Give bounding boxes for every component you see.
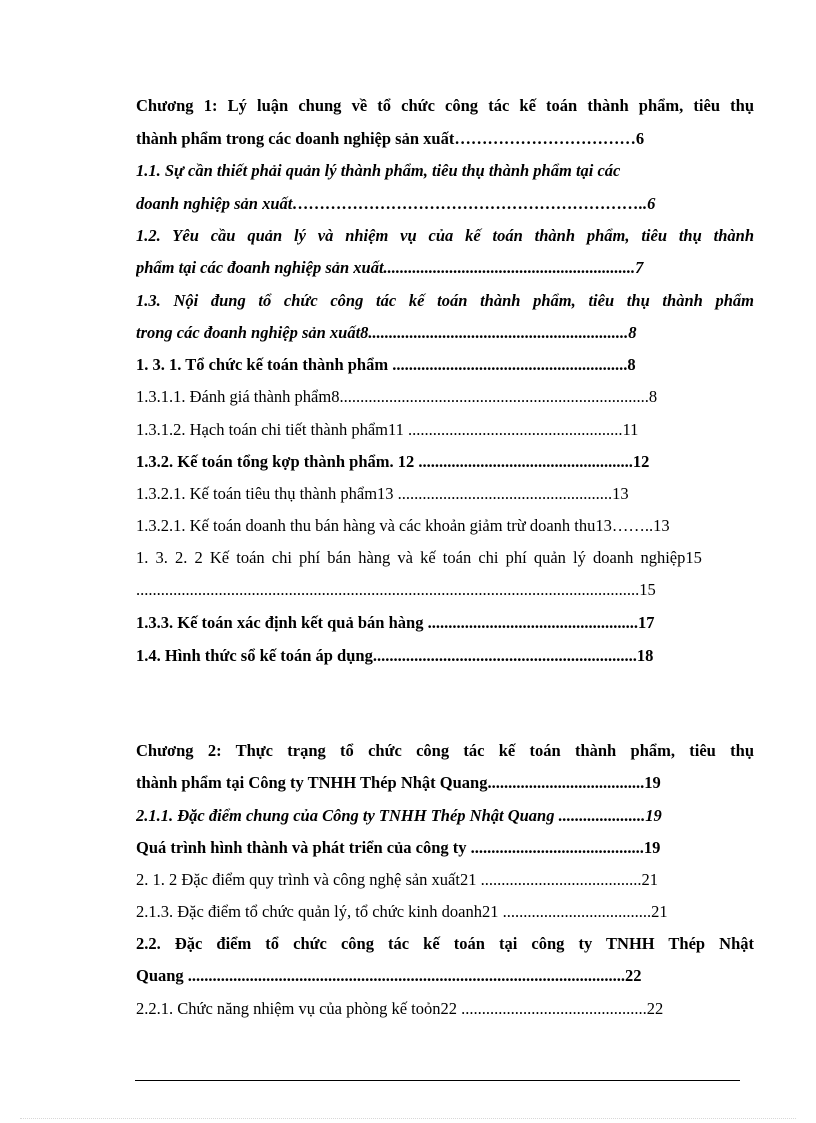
toc-1-2-line-2: phẩm tại các đoanh nghiệp sản xuất.............................................................7 [136, 258, 644, 277]
toc-chapter-1-line-1: Chương 1: Lý luận chung về tổ chức công tác kế toán thành phẩm, tiêu thụ [136, 96, 754, 115]
toc-chapter-2-line-1: Chương 2: Thực trạng tổ chức công tác kế toán thành phẩm, tiêu thụ [136, 741, 754, 760]
toc-1-3-line-1: 1.3. Nội đung tổ chức công tác kế toán thành phẩm, tiêu thụ thành phẩm [136, 291, 754, 310]
toc-2-2-line-1: 2.2. Đặc điểm tổ chức công tác kế toán tại công ty TNHH Thép Nhật [136, 934, 754, 953]
toc-1-1-line-1: 1.1. Sự cần thiết phải quản lý thành phẩm, tiêu thụ thành phẩm tại các [136, 161, 621, 180]
toc-1-3-1: 1. 3. 1. Tổ chức kế toán thành phẩm .........................................................8 [136, 355, 636, 374]
toc-1-3-2-1-a: 1.3.2.1. Kế toán tiêu thụ thành phẩm13 ....................................................13 [136, 484, 629, 503]
toc-company-history: Quá trình hình thành và phát triển của công ty ..........................................19 [136, 838, 661, 857]
page-bottom-dotted-border [20, 1118, 796, 1119]
toc-1-3-2-1-b: 1.3.2.1. Kế toán doanh thu bán hàng và các khoản giảm trừ doanh thu13……..13 [136, 516, 670, 535]
footer-rule [135, 1080, 740, 1081]
toc-2-1-2: 2. 1. 2 Đặc điểm quy trình và công nghệ sản xuất21 .......................................21 [136, 870, 658, 889]
toc-chapter-1-line-2: thành phẩm trong các doanh nghiệp sản xuất……………………………6 [136, 129, 645, 148]
toc-2-1-3: 2.1.3. Đặc điểm tổ chức quản lý, tổ chức kinh doanh21 ....................................21 [136, 902, 668, 921]
toc-1-4: 1.4. Hình thức sổ kế toán áp dụng................................................................18 [136, 646, 654, 665]
toc-1-3-2-2-line-1: 1. 3. 2. 2 Kế toán chi phí bán hàng và kế toán chi phí quản lý doanh nghiệp15 [136, 548, 702, 567]
toc-1-2-line-1: 1.2. Yêu cầu quản lý và nhiệm vụ của kế toán thành phẩm, tiêu thụ thành [136, 226, 754, 245]
toc-1-3-1-2: 1.3.1.2. Hạch toán chi tiết thành phẩm11 ....................................................11 [136, 420, 639, 439]
toc-1-1-line-2: doanh nghiệp sản xuất………………………………………………………..6 [136, 194, 656, 213]
toc-2-1-1: 2.1.1. Đặc điểm chung của Công ty TNHH Thép Nhật Quang .....................19 [136, 806, 662, 825]
toc-1-3-2: 1.3.2. Kế toán tổng kợp thành phẩm. 12 ....................................................12 [136, 452, 650, 471]
toc-2-2-1: 2.2.1. Chức năng nhiệm vụ của phòng kế toỏn22 .............................................22 [136, 999, 664, 1018]
toc-1-3-3: 1.3.3. Kế toán xác định kết quả bán hàng ...................................................17 [136, 613, 655, 632]
toc-1-3-line-2: trong các đoanh nghiệp sản xuất8...............................................................8 [136, 323, 637, 342]
toc-chapter-2-line-2: thành phẩm tại Công ty TNHH Thép Nhật Quang......................................19 [136, 773, 661, 792]
toc-2-2-line-2: Quang ..........................................................................................................22 [136, 966, 642, 985]
toc-1-3-2-2-line-2: ..........................................................................................................................15 [136, 580, 656, 599]
toc-1-3-1-1: 1.3.1.1. Đánh giá thành phẩm8...........................................................................8 [136, 387, 658, 406]
